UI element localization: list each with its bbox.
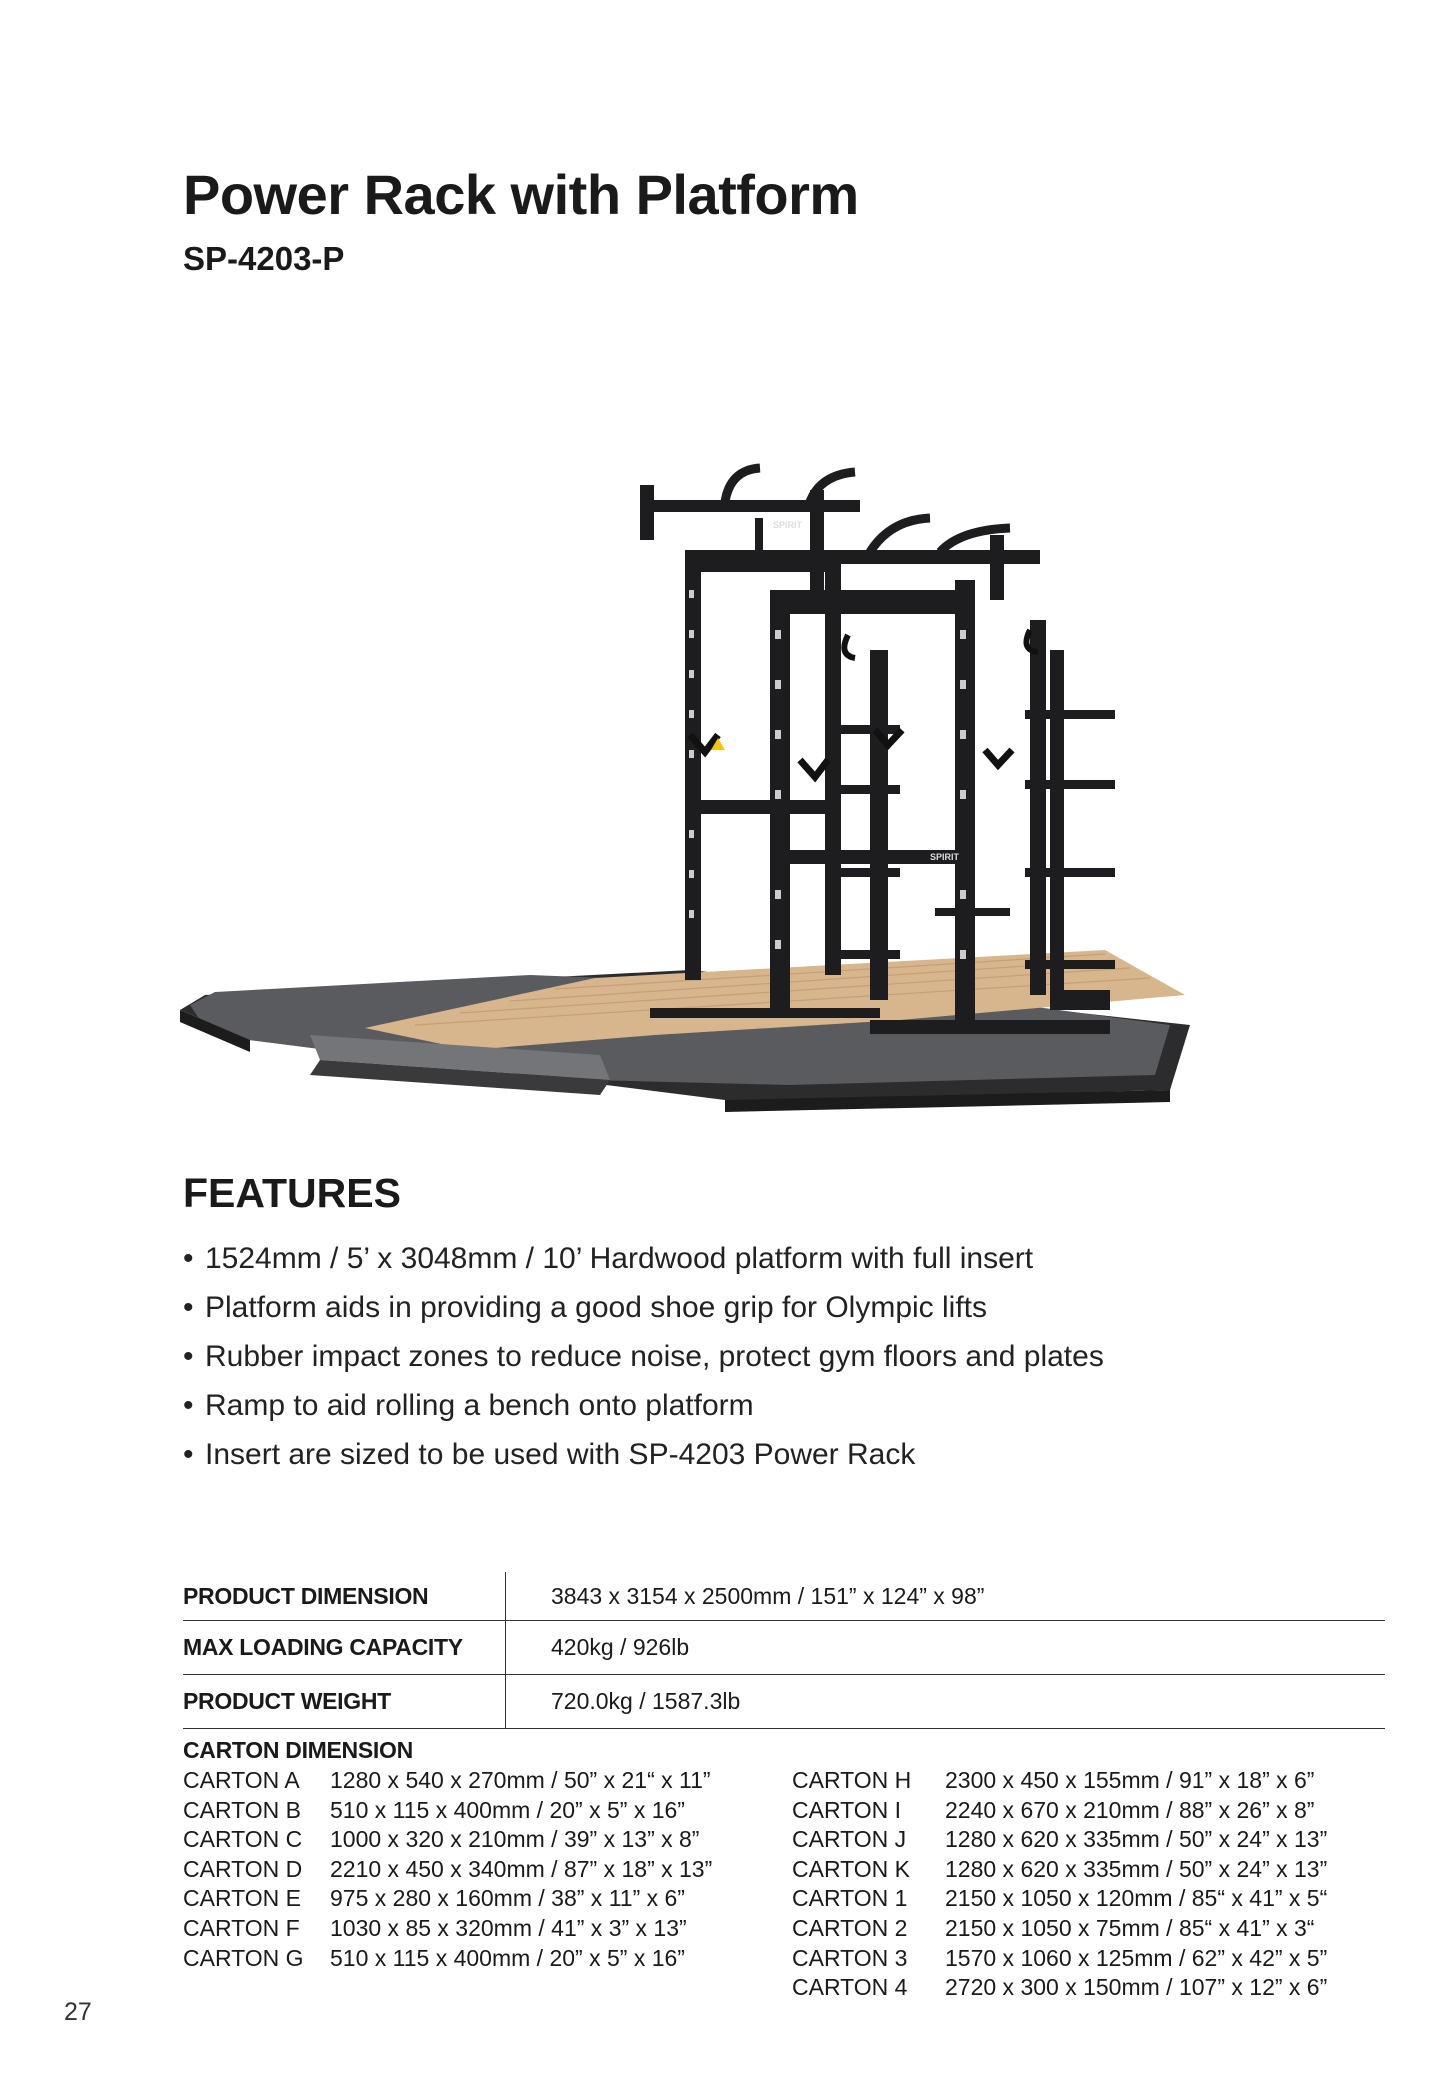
carton-row (792, 1766, 1327, 1796)
carton-row (183, 1825, 712, 1855)
carton-row (183, 1944, 712, 1974)
spec-label: PRODUCT WEIGHT (183, 1675, 506, 1728)
carton-value: 510 x 115 x 400mm / 20” x 5” x 16” (330, 1944, 685, 1971)
feature-item: • 1524mm / 5’ x 3048mm / 10’ Hardwood platform with full insert (183, 1234, 1104, 1283)
page-number: 27 (64, 1998, 92, 2026)
spec-table (183, 1572, 1385, 1729)
carton-label: CARTON 3 (792, 1944, 908, 1971)
carton-value: 1280 x 540 x 270mm / 50” x 21“ x 11” (330, 1767, 711, 1793)
carton-label: CARTON F (183, 1914, 300, 1941)
spec-row (183, 1621, 1385, 1675)
carton-value: 1570 x 1060 x 125mm / 62” x 42” x 5” (945, 1944, 1328, 1971)
carton-label: CARTON C (183, 1826, 303, 1853)
carton-row (183, 1855, 712, 1885)
carton-row (183, 1884, 712, 1914)
page-title: Power Rack with Platform (183, 163, 859, 226)
carton-label: CARTON G (183, 1944, 304, 1971)
carton-value: 1280 x 620 x 335mm / 50” x 24” x 13” (945, 1826, 1328, 1853)
carton-row (792, 1825, 1327, 1855)
feature-item: • Rubber impact zones to reduce noise, protect gym floors and plates (183, 1332, 1104, 1381)
spec-row (183, 1572, 1385, 1621)
feature-item: • Platform aids in providing a good shoe grip for Olympic lifts (183, 1283, 1104, 1332)
brand-mark-crossbar: SPIRIT (930, 852, 960, 862)
carton-value: 1000 x 320 x 210mm / 39” x 13” x 8” (330, 1826, 700, 1853)
carton-label: CARTON K (792, 1855, 911, 1882)
spec-label: MAX LOADING CAPACITY (183, 1621, 506, 1674)
carton-value: 2210 x 450 x 340mm / 87” x 18” x 13” (330, 1855, 713, 1882)
carton-value: 1280 x 620 x 335mm / 50” x 24” x 13” (945, 1855, 1328, 1882)
carton-dimension-heading: CARTON DIMENSION (183, 1737, 413, 1763)
carton-value: 1030 x 85 x 320mm / 41” x 3” x 13” (330, 1914, 687, 1941)
model-number: SP-4203-P (183, 240, 345, 277)
carton-label: CARTON D (183, 1855, 303, 1882)
carton-row (792, 1884, 1327, 1914)
carton-row (183, 1766, 712, 1796)
carton-label: CARTON 1 (792, 1885, 908, 1912)
carton-row (792, 1973, 1327, 2003)
feature-item: • Ramp to aid rolling a bench onto platform (183, 1381, 1104, 1430)
carton-label: CARTON A (183, 1767, 300, 1793)
carton-row (792, 1796, 1327, 1826)
carton-label: CARTON B (183, 1796, 302, 1823)
carton-value: 2150 x 1050 x 75mm / 85“ x 41” x 3“ (945, 1914, 1315, 1941)
carton-label: CARTON H (792, 1767, 912, 1793)
spec-value: 3843 x 3154 x 2500mm / 151” x 124” x 98” (551, 1582, 985, 1609)
carton-value: 2300 x 450 x 155mm / 91” x 18” x 6” (945, 1767, 1315, 1793)
feature-item: • Insert are sized to be used with SP-4203 Power Rack (183, 1430, 1104, 1479)
power-rack-with-platform-illustration (170, 290, 1320, 1120)
carton-row (792, 1855, 1327, 1885)
carton-value: 2720 x 300 x 150mm / 107” x 12” x 6” (945, 1974, 1328, 2001)
carton-label: CARTON 4 (792, 1974, 908, 2001)
features-heading: FEATURES (183, 1170, 401, 1216)
spec-value: 420kg / 926lb (551, 1634, 690, 1660)
spec-row (183, 1675, 1385, 1729)
features-list (183, 1234, 1104, 1479)
carton-row (792, 1944, 1327, 1974)
carton-row (792, 1914, 1327, 1944)
carton-label: CARTON 2 (792, 1914, 908, 1941)
carton-row (183, 1914, 712, 1944)
carton-value: 2150 x 1050 x 120mm / 85“ x 41” x 5“ (945, 1885, 1328, 1912)
carton-list-left (183, 1766, 712, 1973)
carton-value: 2240 x 670 x 210mm / 88” x 26” x 8” (945, 1796, 1315, 1823)
spec-value: 720.0kg / 1587.3lb (551, 1688, 741, 1714)
spec-label: PRODUCT DIMENSION (183, 1572, 506, 1620)
carton-list-right (792, 1766, 1327, 2003)
carton-row (183, 1796, 712, 1826)
brand-mark: SPIRIT (773, 520, 803, 530)
carton-label: CARTON E (183, 1885, 302, 1912)
carton-label: CARTON J (792, 1826, 907, 1853)
carton-value: 975 x 280 x 160mm / 38” x 11” x 6” (330, 1885, 685, 1912)
carton-value: 510 x 115 x 400mm / 20” x 5” x 16” (330, 1796, 685, 1823)
carton-label: CARTON I (792, 1796, 902, 1823)
